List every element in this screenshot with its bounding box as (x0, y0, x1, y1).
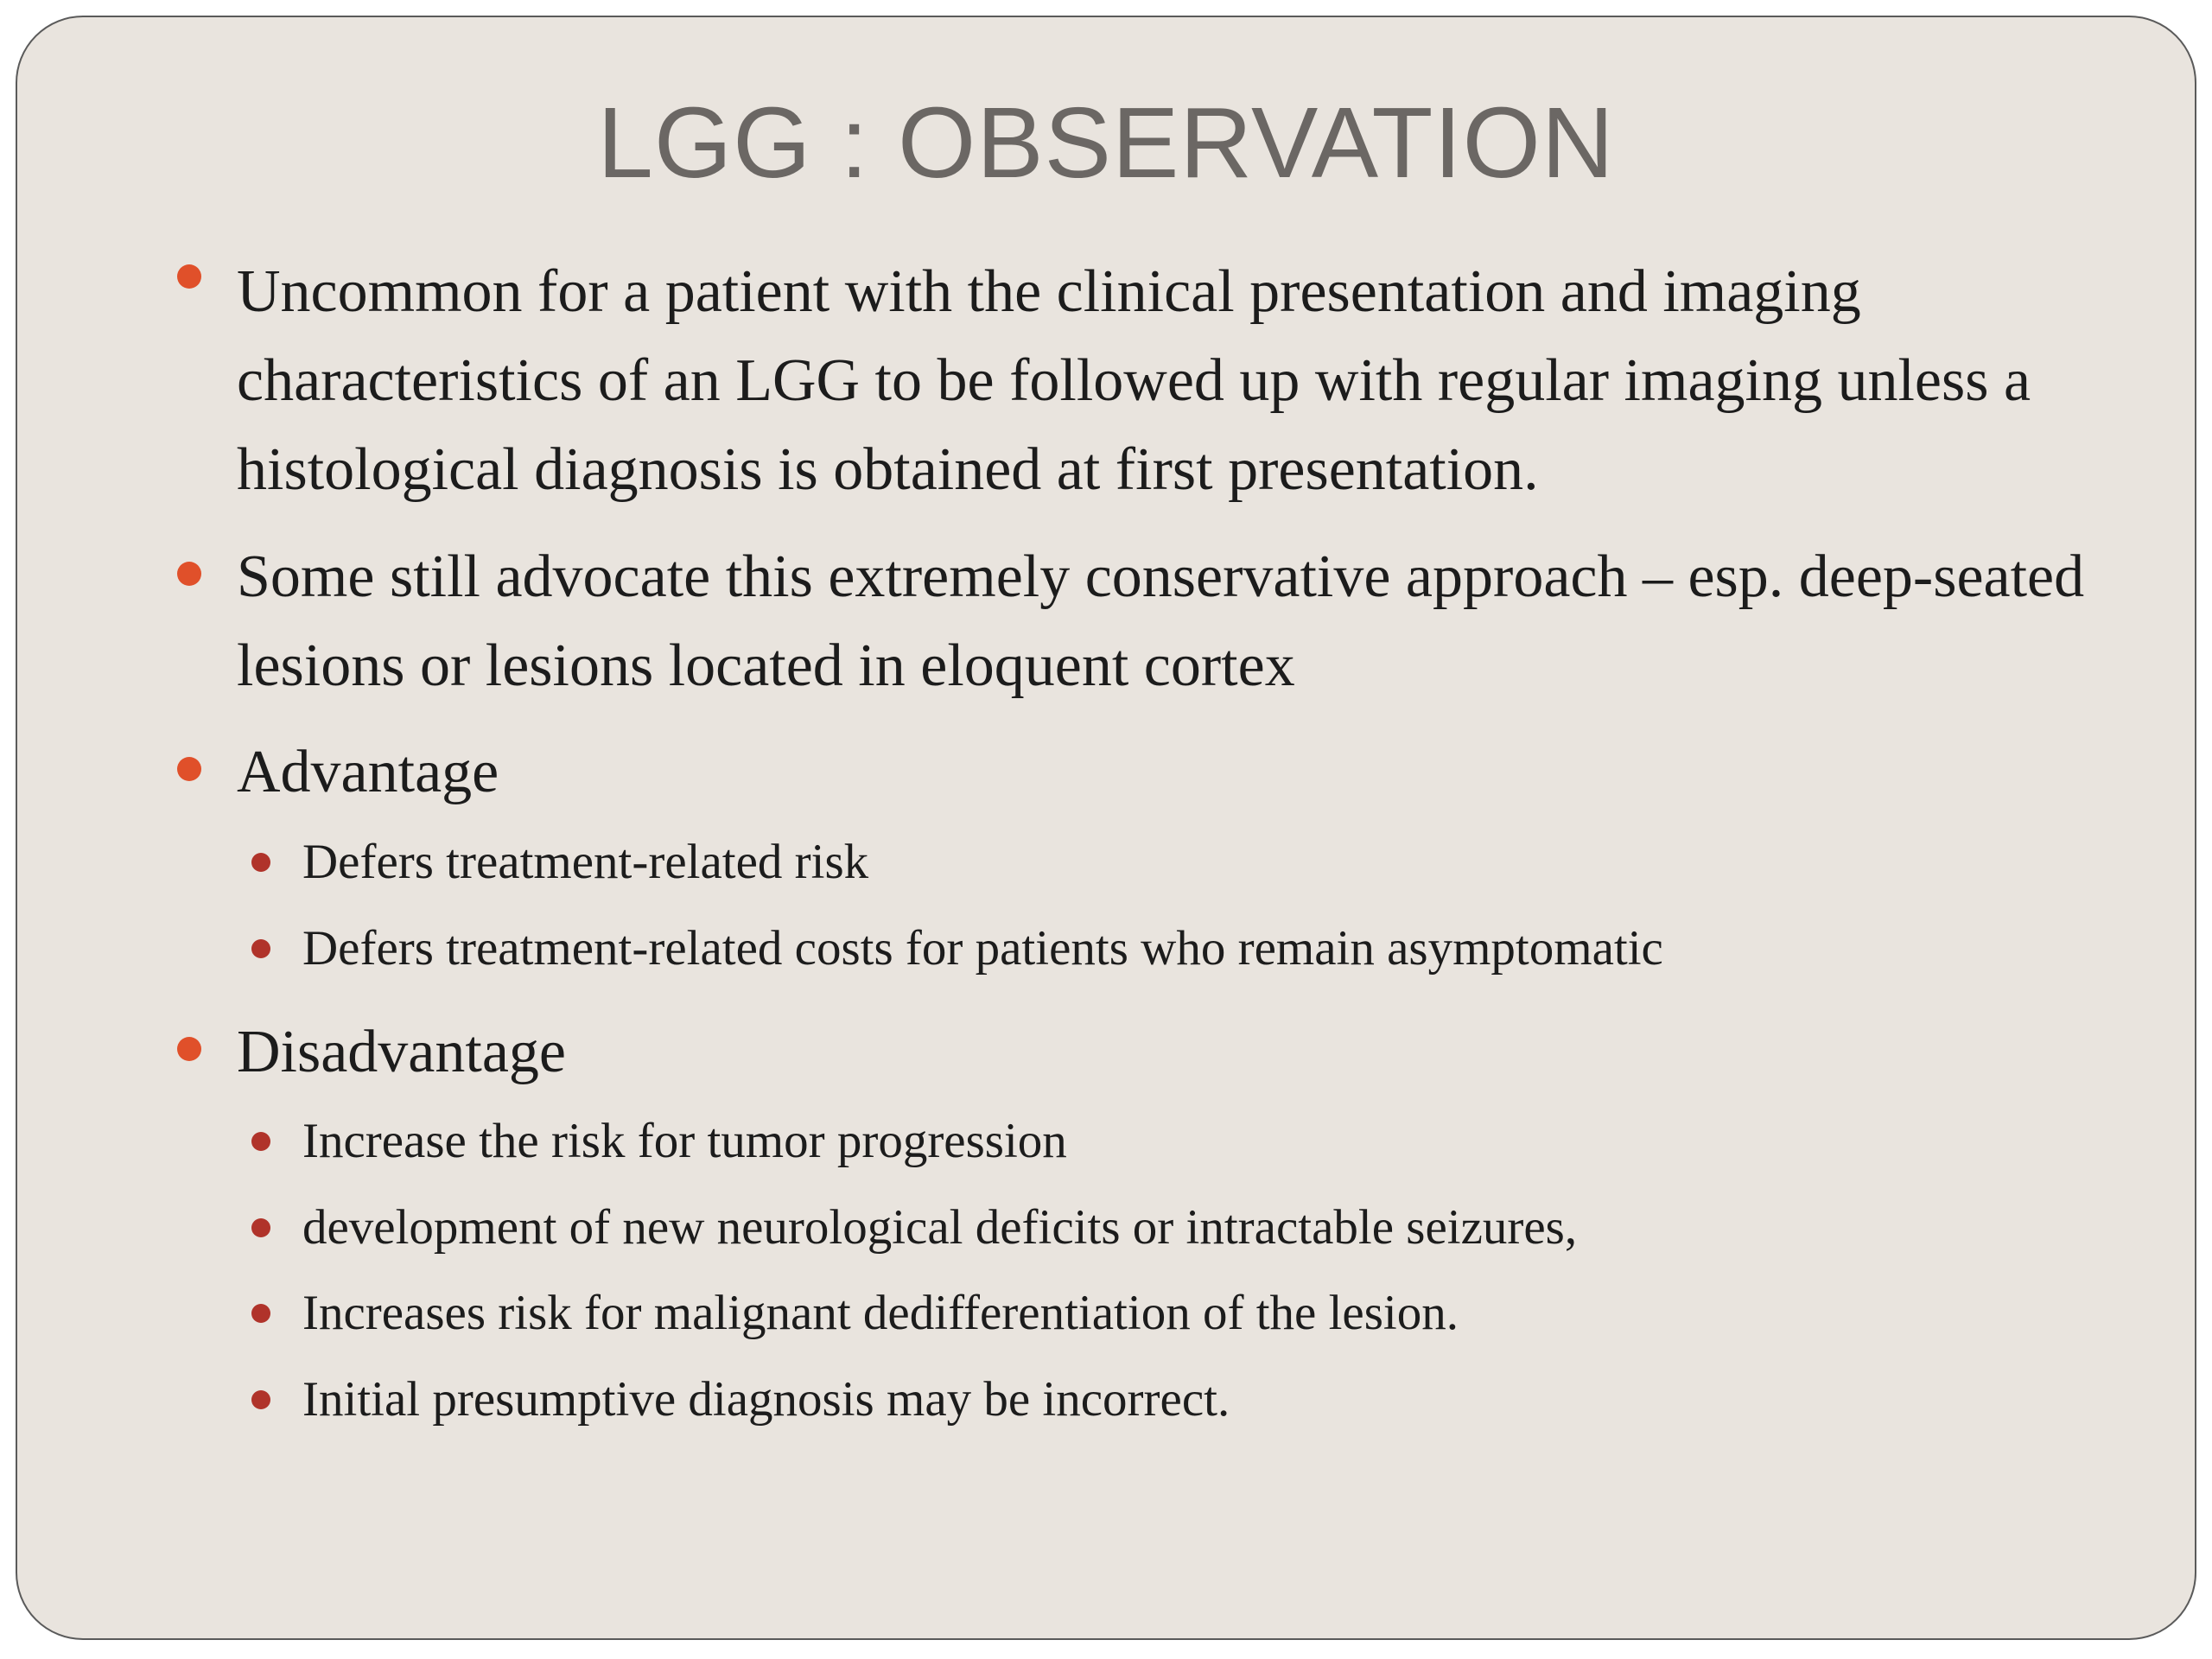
sub-bullet-dot-icon (251, 1132, 270, 1151)
slide (16, 16, 2196, 1640)
bullet-dot-icon (177, 757, 201, 781)
sub-bullet-dot-icon (251, 939, 270, 958)
bullet-item: Disadvantage (237, 1019, 566, 1085)
slide-title: LGG : OBSERVATION (597, 86, 1615, 199)
sub-bullet-dot-icon (251, 1390, 270, 1409)
sub-bullet-item: Increases risk for malignant dedifferentiation of the lesion. (302, 1286, 1459, 1340)
sub-bullet-dot-icon (251, 1218, 270, 1237)
sub-bullet-dot-icon (251, 1304, 270, 1323)
bullet-item: Advantage (237, 739, 499, 805)
bullet-dot-icon (177, 264, 201, 289)
bullet-dot-icon (177, 562, 201, 586)
sub-bullet-item: Initial presumptive diagnosis may be incorrect. (302, 1372, 1230, 1427)
sub-bullet-item: Defers treatment-related risk (302, 835, 869, 889)
sub-bullet-item: Increase the risk for tumor progression (302, 1114, 1067, 1168)
bullet-item: Uncommon for a patient with the clinical presentation and imaging characteristics of an LGG to be followed up with regular imaging unless a histological diagnosis is obtained at first presentation. (237, 258, 2031, 503)
sub-bullet-item: development of new neurological deficits or intractable seizures, (302, 1200, 1578, 1255)
bullet-dot-icon (177, 1037, 201, 1061)
bullet-list (17, 17, 2195, 1638)
bullet-item: Some still advocate this extremely conservative approach – esp. deep-seated lesions or lesions located in eloquent cortex (237, 543, 2085, 699)
sub-bullet-item: Defers treatment-related costs for patients who remain asymptomatic (302, 921, 1663, 976)
sub-bullet-dot-icon (251, 853, 270, 872)
